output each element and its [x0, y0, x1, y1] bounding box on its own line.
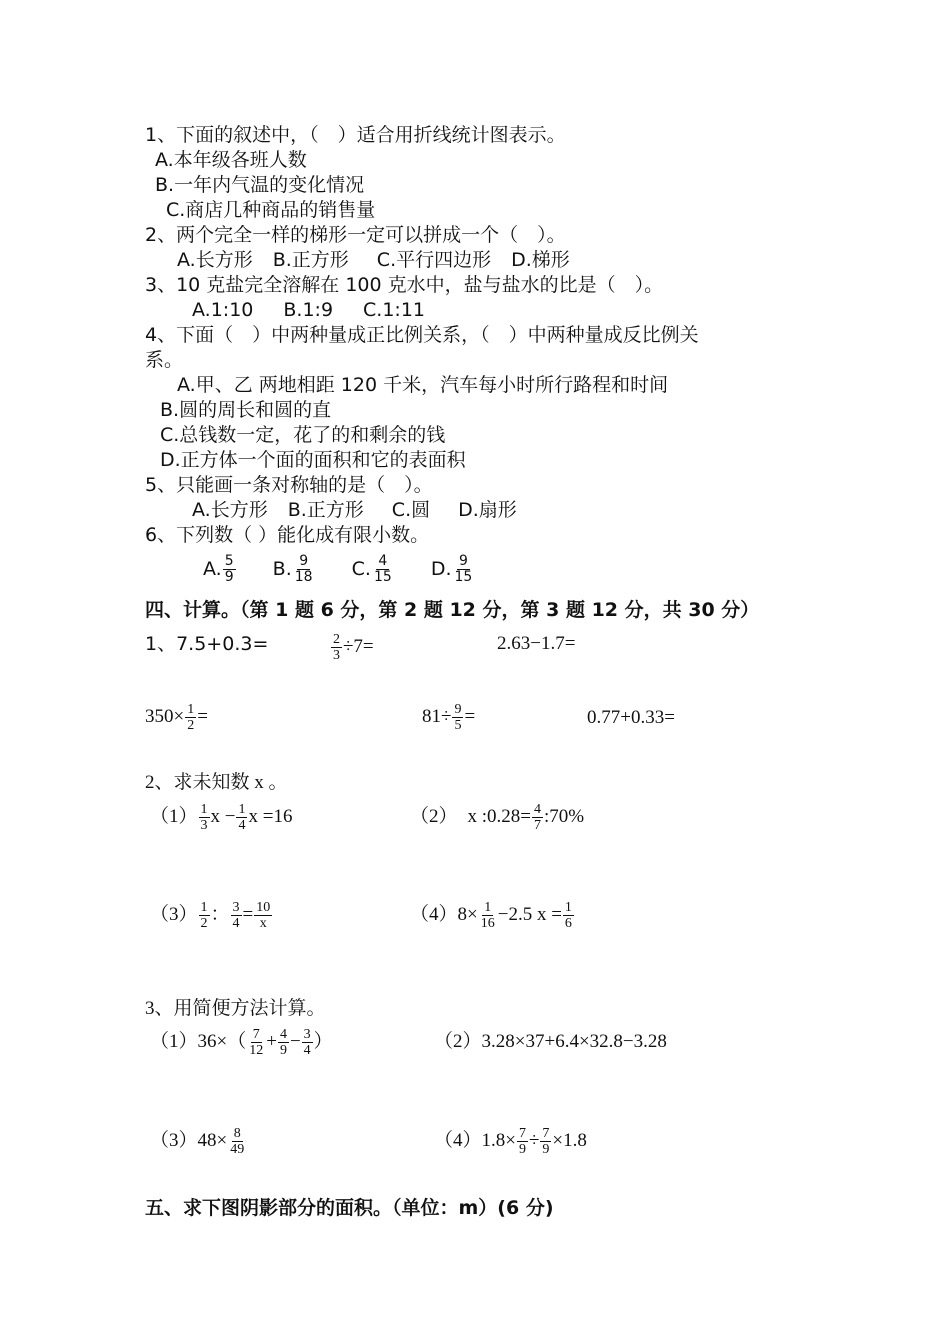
- fraction-denominator: 9: [542, 1142, 550, 1158]
- q6-options: [203, 552, 475, 586]
- q6-option-c: [351, 553, 395, 585]
- fraction-numerator: 1: [187, 702, 195, 718]
- calc-1-expr-1: 7.5+0.3=: [176, 633, 269, 655]
- fraction-denominator: 12: [249, 1043, 264, 1059]
- calc-1-expr-4-rest: =: [197, 706, 208, 727]
- calc-3-expr-1-op2: −: [289, 1031, 301, 1052]
- fraction-denominator: 18: [294, 569, 313, 585]
- calc-2-expr-4: [410, 898, 575, 932]
- calc-3-expr-1-op1: +: [266, 1031, 277, 1052]
- calc-1-label-and-expr1: [145, 632, 268, 656]
- fraction-numerator: 7: [542, 1126, 550, 1142]
- calc-2-expr-4-label: （4）: [410, 904, 458, 925]
- calc-3-expr-2: [434, 1030, 667, 1054]
- q3-stem: 3、10 克盐完全溶解在 100 克水中，盐与盐水的比是（ ）。: [145, 274, 664, 296]
- calc-3-expr-3: [150, 1124, 247, 1158]
- calc-3-expr-1: [150, 1025, 333, 1059]
- q6-option-d-fraction: [452, 554, 474, 585]
- fraction-denominator: 9: [518, 1142, 526, 1158]
- calc-2-expr-4-mid: −2.5 x =: [497, 904, 562, 925]
- fraction-denominator: 3: [333, 648, 340, 664]
- fraction-denominator: x: [259, 916, 267, 932]
- q4-option-b: B.圆的周长和圆的直: [160, 399, 332, 421]
- fraction-numerator: 4: [378, 553, 388, 569]
- calc-3-expr-2-text: 3.28×37+6.4×32.8−3.28: [481, 1031, 667, 1052]
- fraction-numerator: 1: [200, 802, 208, 818]
- q6-option-a-label: A.: [203, 558, 222, 580]
- q6-option-d: [430, 553, 476, 585]
- calc-1-expr-3: 2.63−1.7=: [497, 633, 576, 654]
- calc-3-expr-4: [434, 1124, 587, 1158]
- q6-option-d-label: D.: [430, 558, 452, 580]
- calc-2-expr-2-label: （2）: [410, 806, 458, 827]
- fraction-numerator: 1: [200, 900, 208, 916]
- calc-1-label: 1、: [145, 633, 177, 655]
- calc-2-expr-1: [150, 800, 292, 834]
- fraction-denominator: 16: [480, 916, 495, 932]
- fraction-numerator: 1: [238, 802, 246, 818]
- calc-2-expr-3-label: （3）: [150, 904, 198, 925]
- q6-option-a-fraction: [223, 554, 236, 585]
- q6-option-a: [203, 553, 237, 585]
- q4-stem-line2: 系。: [145, 349, 184, 371]
- fraction-denominator: 15: [454, 569, 473, 585]
- fraction-denominator: 5: [454, 718, 462, 734]
- section4-heading: 四、计算。（第 1 题 6 分，第 2 题 12 分，第 3 题 12 分，共 30 分）: [145, 599, 760, 621]
- q6-option-b: [272, 553, 316, 585]
- calc-2-expr-2-rest: :70%: [544, 806, 585, 827]
- calc-3-expr-3-pre: 48×: [197, 1130, 228, 1151]
- q2-option-b: B.正方形: [272, 249, 349, 271]
- fraction-denominator: 15: [373, 569, 392, 585]
- calc-3-expr-1-pre: 36×（: [197, 1031, 247, 1052]
- q3-option-b: B.1:9: [283, 299, 334, 321]
- calc-3-expr-4-op: ÷: [528, 1130, 540, 1151]
- q1-option-a: A.本年级各班人数: [155, 149, 307, 171]
- fraction-denominator: 4: [232, 916, 240, 932]
- calc-2-expr-3-eq: =: [242, 904, 254, 925]
- q5-stem: 5、只能画一条对称轴的是（ ）。: [145, 474, 433, 496]
- calc-3-expr-4-rest: ×1.8: [552, 1130, 587, 1151]
- q2-option-a: A.长方形: [177, 249, 253, 271]
- calc-3-expr-2-label: （2）: [434, 1031, 482, 1052]
- calc-2-title: 2、求未知数 x 。: [145, 772, 288, 793]
- fraction-numerator: 8: [233, 1126, 241, 1142]
- q1-option-c: C.商店几种商品的销售量: [166, 199, 376, 221]
- q4-option-d: D.正方体一个面的面积和它的表面积: [160, 449, 466, 471]
- q5-options: [192, 498, 517, 522]
- calc-2-expr-4-pre: 8×: [457, 904, 478, 925]
- q1-option-b: B.一年内气温的变化情况: [155, 174, 365, 196]
- fraction-numerator: 4: [279, 1027, 287, 1043]
- q3-option-a: A.1:10: [192, 299, 254, 321]
- fraction-numerator: 3: [232, 900, 240, 916]
- fraction-numerator: 4: [534, 802, 542, 818]
- calc-2-expr-2: [410, 800, 584, 834]
- q5-option-b: B.正方形: [287, 499, 364, 521]
- calc-1-expr-2-rest: ÷7=: [343, 636, 374, 657]
- calc-3-expr-1-label: （1）: [150, 1031, 198, 1052]
- fraction-denominator: 6: [564, 916, 572, 932]
- q2-option-d: D.梯形: [511, 249, 570, 271]
- calc-1-expr-6: 0.77+0.33=: [587, 707, 675, 728]
- q2-option-c: C.平行四边形: [376, 249, 492, 271]
- calc-2-expr-1-label: （1）: [150, 806, 198, 827]
- fraction-numerator: 1: [564, 900, 572, 916]
- fraction-denominator: 2: [187, 718, 195, 734]
- calc-2-expr-1-mid: x −: [210, 806, 236, 827]
- q2-stem: 2、两个完全一样的梯形一定可以拼成一个（ ）。: [145, 224, 566, 246]
- q3-options: [192, 298, 425, 322]
- fraction-denominator: 9: [224, 569, 234, 585]
- q4-option-a: A.甲、乙 两地相距 120 千米，汽车每小时所行路程和时间: [177, 374, 669, 396]
- fraction-numerator: 9: [458, 553, 468, 569]
- fraction-denominator: 2: [200, 916, 208, 932]
- fraction-numerator: 7: [518, 1126, 526, 1142]
- fraction-numerator: 3: [303, 1027, 311, 1043]
- fraction-denominator: 3: [200, 818, 208, 834]
- q6-option-c-label: C.: [351, 558, 371, 580]
- calc-2-expr-2-pre: x :0.28=: [467, 806, 532, 827]
- fraction-denominator: 4: [303, 1043, 311, 1059]
- q5-option-c: C.圆: [391, 499, 431, 521]
- q6-option-b-fraction: [293, 554, 315, 585]
- q5-option-a: A.长方形: [192, 499, 268, 521]
- fraction-denominator: 7: [534, 818, 542, 834]
- section5-heading: 五、求下图阴影部分的面积。（单位：m）(6 分): [145, 1197, 554, 1219]
- fraction-numerator: 10: [256, 900, 271, 916]
- fraction-denominator: 9: [279, 1043, 287, 1059]
- calc-2-expr-1-rest: x =16: [248, 806, 293, 827]
- calc-1-expr-5-rest: =: [464, 706, 476, 727]
- fraction-denominator: 4: [238, 818, 246, 834]
- q6-option-c-fraction: [372, 554, 394, 585]
- calc-3-expr-1-rest: ）: [313, 1031, 333, 1052]
- fraction-numerator: 2: [333, 632, 340, 648]
- calc-1-expr-5-pre: 81÷: [422, 706, 452, 727]
- calc-3-expr-4-pre: 1.8×: [481, 1130, 516, 1151]
- calc-3-expr-3-label: （3）: [150, 1130, 198, 1151]
- calc-1-expr-5: [422, 700, 475, 734]
- calc-3-title: 3、用简便方法计算。: [145, 998, 326, 1019]
- fraction-numerator: 7: [252, 1027, 260, 1043]
- fraction-numerator: 9: [299, 553, 309, 569]
- q4-stem-line1: 4、下面（ ）中两种量成正比例关系，（ ）中两种量成反比例关: [145, 324, 699, 346]
- fraction-numerator: 9: [454, 702, 462, 718]
- q2-options: [177, 248, 570, 272]
- q6-option-b-label: B.: [272, 558, 292, 580]
- q6-stem: 6、下列数（ ）能化成有限小数。: [145, 524, 430, 546]
- fraction-numerator: 1: [484, 900, 492, 916]
- calc-1-expr-4-pre: 350×: [145, 706, 185, 727]
- q1-stem: 1、下面的叙述中，（ ）适合用折线统计图表示。: [145, 124, 566, 146]
- q4-option-c: C.总钱数一定，花了的和剩余的钱: [160, 424, 446, 446]
- calc-2-expr-3-sep: ：: [210, 904, 230, 925]
- fraction-numerator: 5: [224, 553, 234, 569]
- calc-1-expr-2: [330, 630, 374, 664]
- fraction-denominator: 49: [230, 1142, 245, 1158]
- q3-option-c: C.1:11: [363, 299, 426, 321]
- q5-option-d: D.扇形: [458, 499, 517, 521]
- calc-3-expr-4-label: （4）: [434, 1130, 482, 1151]
- calc-1-expr-4: [145, 700, 208, 734]
- calc-2-expr-3: [150, 898, 273, 932]
